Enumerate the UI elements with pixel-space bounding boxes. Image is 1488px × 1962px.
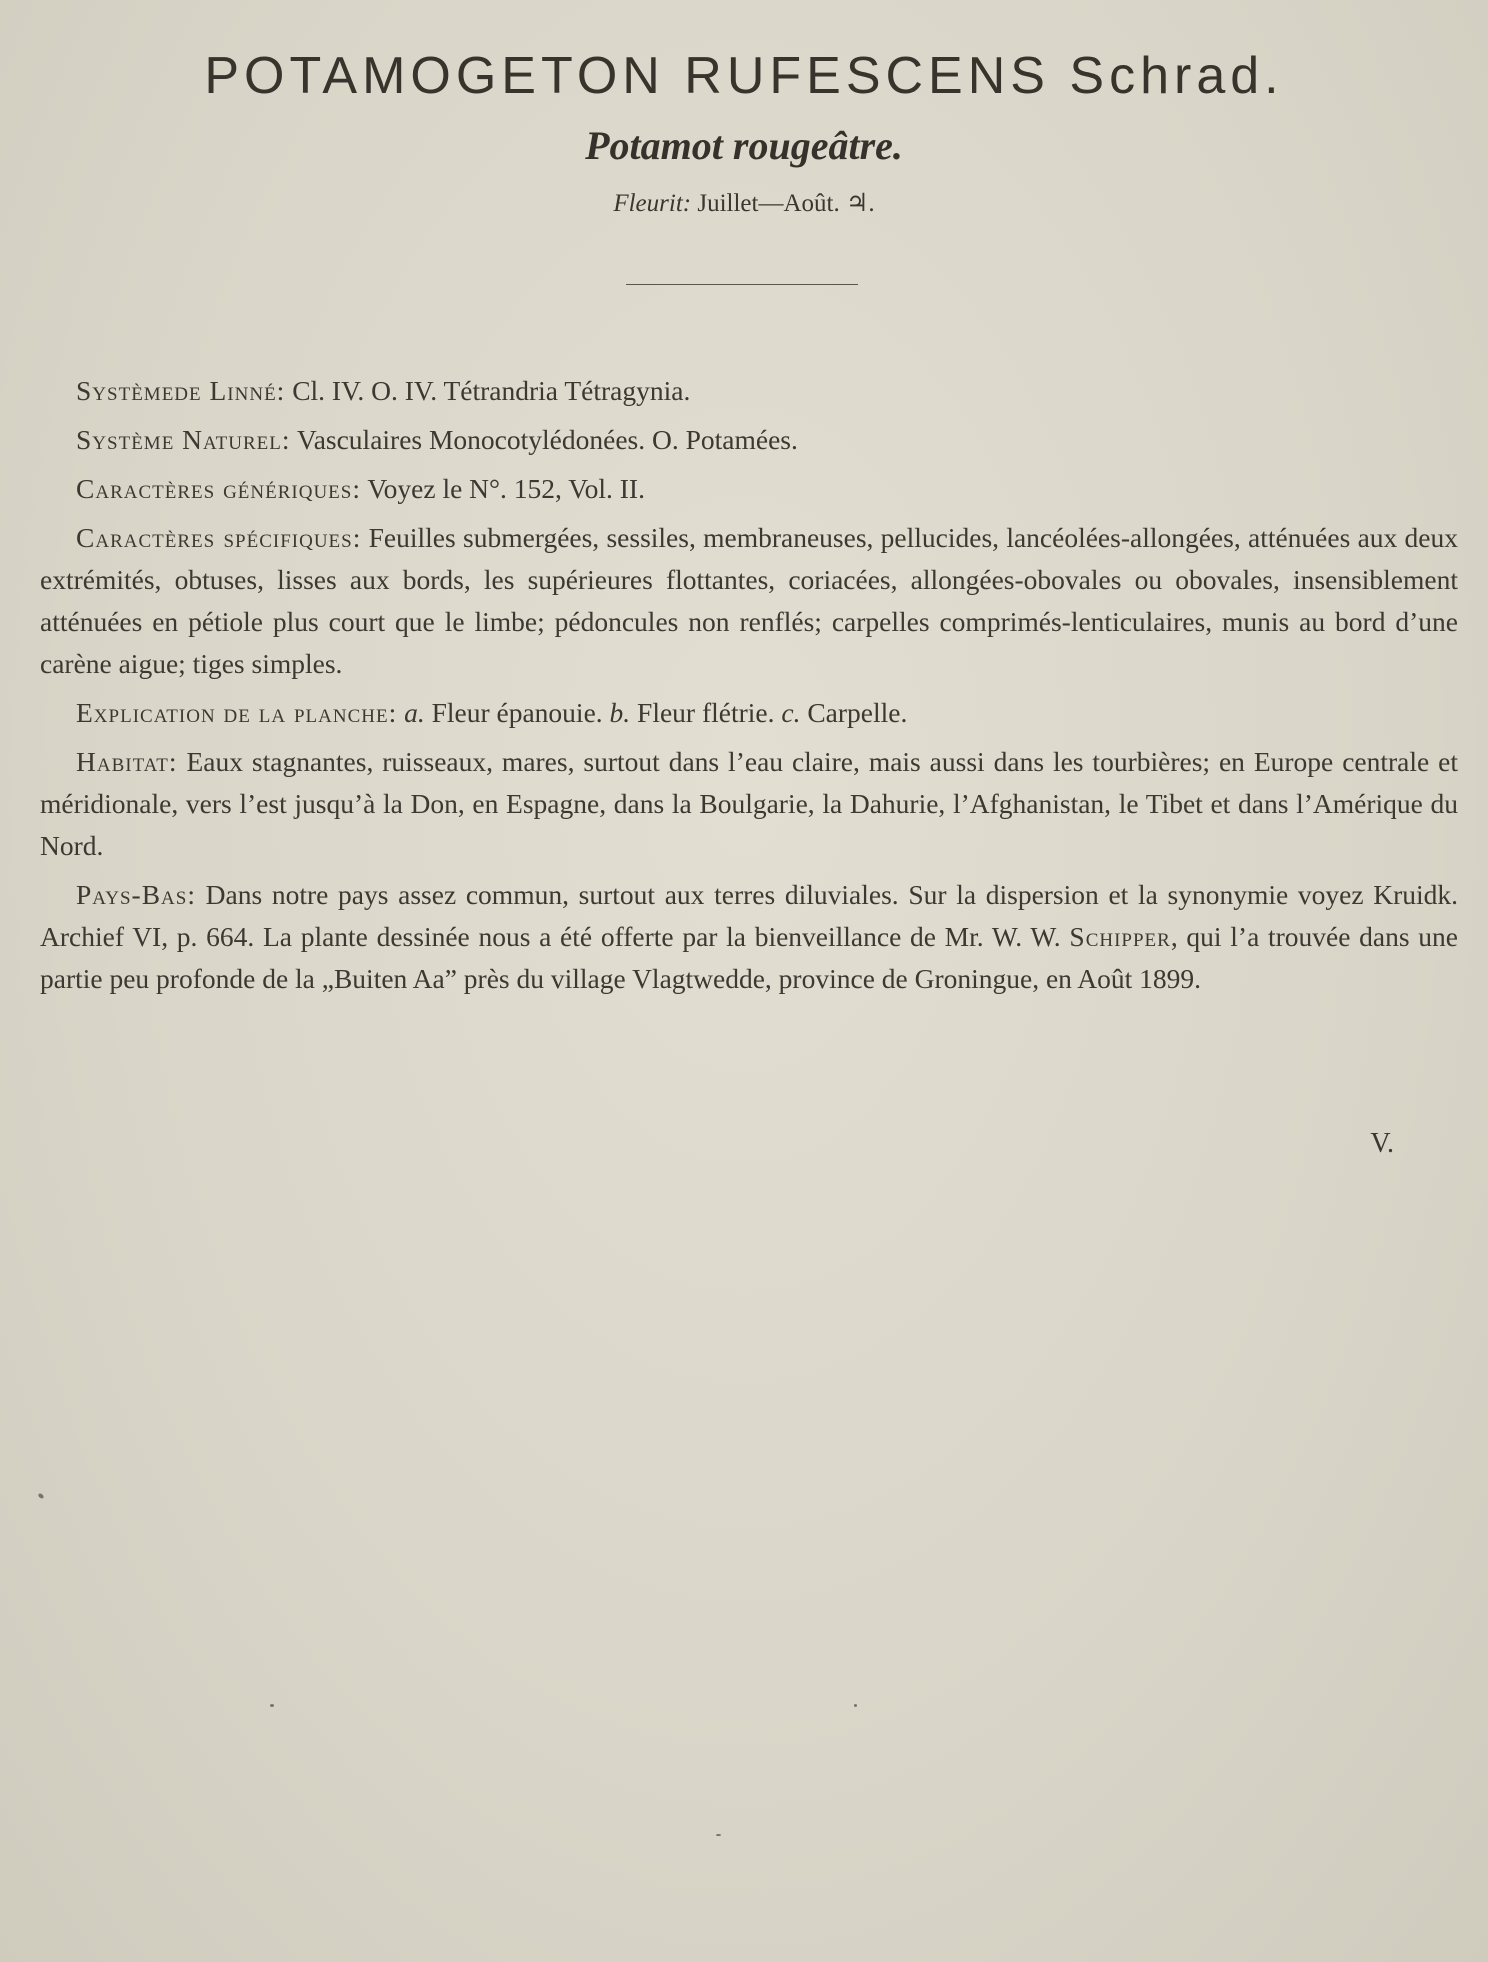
text-pays-bas-2: , qui l’a trouvée dans une partie peu profonde de la „Buiten Aa” près du village Vlagtwedde, province de Groningue, en Août 1899.	[40, 921, 1459, 994]
paragraph-naturel	[40, 419, 1458, 461]
title-divider	[626, 284, 858, 285]
text-habitat: Eaux stagnantes, ruisseaux, mares, surtout dans l’eau claire, mais aussi dans les tourbières; en Europe centrale et méridionale, vers l’est jusqu’à la Don, en Espagne, dans la Boulgarie, la Dahurie, l’Afghanistan, le Tibet et dans l’Amérique du Nord.	[40, 746, 1458, 861]
text-linne: Cl. IV. O. IV. Tétrandria Tétragynia.	[285, 375, 691, 406]
text-specifiques: Feuilles submergées, sessiles, membraneuses, pellucides, lancéolées-allongées, atténuées aux deux extrémités, obtuses, lisses aux bords, les supérieures flottantes, coriacées, allongées-obovales ou obovales, insensiblement atténuées en pétiole plus court que le limbe; pédoncules non renflés; carpelles comprimés-lenticulaires, munis au bord d’une carène aigue; tiges simples.	[40, 522, 1459, 679]
label-generiques: Caractères génériques:	[76, 473, 361, 504]
figure-letter-c: c.	[781, 697, 801, 728]
label-naturel: Système Naturel:	[76, 424, 291, 455]
figure-text-c: Carpelle.	[800, 697, 908, 728]
paragraph-habitat	[40, 741, 1458, 867]
paragraph-pays-bas	[40, 874, 1458, 1000]
paper-speck	[716, 1834, 721, 1836]
paragraph-generiques	[40, 468, 1458, 510]
paper-speck	[270, 1704, 274, 1707]
collector-name: Schipper	[1069, 921, 1171, 952]
text-naturel: Vasculaires Monocotylédonées. O. Potamées.	[290, 424, 798, 455]
flowering-value: Juillet—Août. ♃.	[697, 190, 875, 217]
label-pays-bas: Pays-Bas:	[76, 879, 196, 910]
paper-speck	[854, 1704, 857, 1707]
figure-text-b: Fleur flétrie.	[630, 697, 782, 728]
figure-letter-a: a.	[404, 697, 425, 728]
description-body	[40, 370, 1458, 1007]
label-habitat: Habitat:	[76, 746, 178, 777]
paragraph-specifiques	[40, 517, 1458, 685]
label-explication: Explication de la planche:	[76, 697, 398, 728]
figure-text-a: Fleur épanouie.	[424, 697, 610, 728]
author-signature: V.	[1370, 1128, 1394, 1159]
page-title: POTAMOGETON RUFESCENS Schrad.	[204, 47, 1284, 105]
common-name: Potamot rougeâtre.	[585, 123, 903, 168]
label-specifiques: Caractères spécifiques:	[76, 522, 362, 553]
text-generiques: Voyez le N°. 152, Vol. II.	[360, 473, 645, 504]
text-pays-bas-1: Dans notre pays assez commun, surtout aux terres diluviales. Sur la dispersion et la synonymie voyez Kruidk. Archief VI, p. 664. La plante dessinée nous a été offerte par la bienveillance de Mr. W. W.	[40, 879, 1458, 952]
flowering-period	[0, 188, 1488, 218]
paragraph-explication	[40, 692, 1458, 734]
paper-speck	[37, 1493, 44, 1500]
flowering-label: Fleurit:	[613, 190, 692, 217]
figure-letter-b: b.	[609, 697, 631, 728]
paragraph-linne	[40, 370, 1458, 412]
label-linne: Systèmede Linné:	[76, 375, 286, 406]
